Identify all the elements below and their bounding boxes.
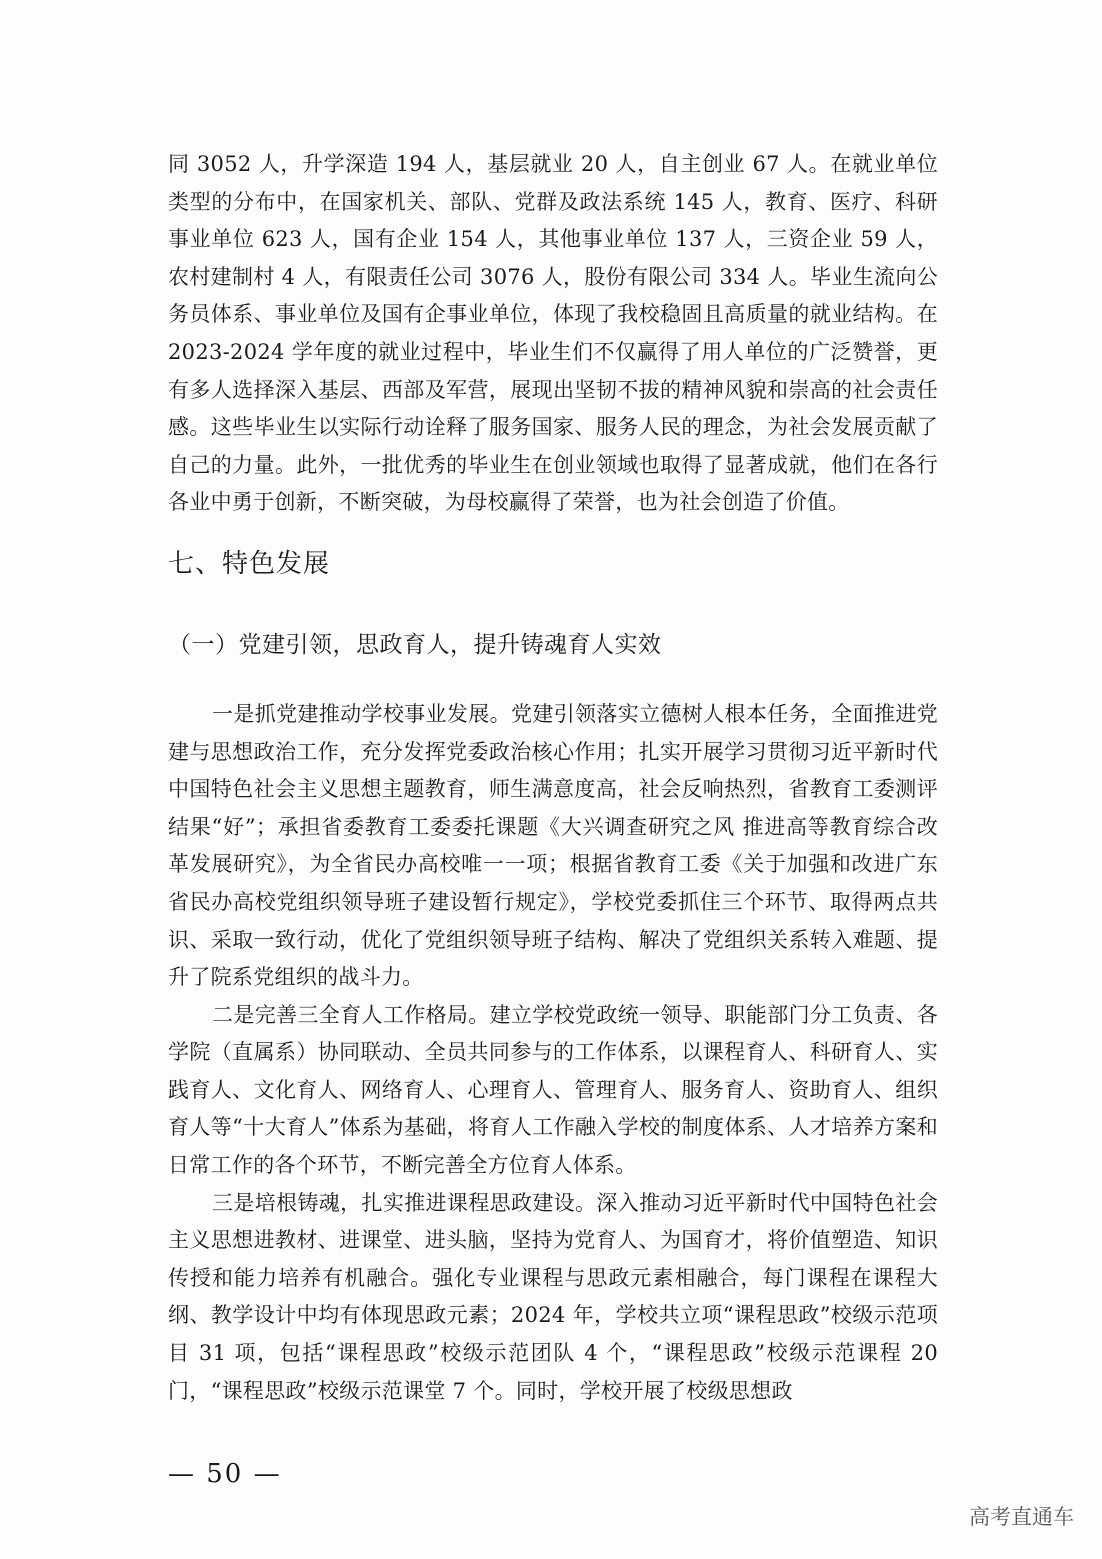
intro-paragraph: 同 3052 人，升学深造 194 人，基层就业 20 人，自主创业 67 人。在就业单位类型的分布中，在国家机关、部队、党群及政法系统 145 人，教育、医疗、科研事业单位 623 人，国有企业 154 人，其他事业单位 137 人，三资企业 59 人，农村建制村 4 人，有限责任公司 3076 人，股份有限公司 334 人。毕业生流向公务员体系、事业单位及国有企事业单位，体现了我校稳固且高质量的就业结构。在 2023-2024 学年度的就业过程中，毕业生们不仅赢得了用人单位的广泛赞誉，更有多人选择深入基层、西部及军营，展现出坚韧不拔的精神风貌和崇高的社会责任感。这些毕业生以实际行动诠释了服务国家、服务人民的理念，为社会发展贡献了自己的力量。此外，一批优秀的毕业生在创业领域也取得了显著成就，他们在各行各业中勇于创新，不断突破，为母校赢得了荣誉，也为社会创造了价值。 (168, 152, 938, 515)
page-number: — 50 — (168, 1459, 282, 1489)
subsection-heading-block (168, 628, 938, 662)
subsection-body (168, 696, 938, 1410)
document-body (168, 146, 938, 1410)
section-heading-block (168, 546, 938, 582)
subsection-heading: （一）党建引领，思政育人，提升铸魂育人实效 (168, 631, 662, 658)
paragraph-education-framework: 二是完善三全育人工作格局。建立学校党政统一领导、职能部门分工负责、各学院（直属系）协同联动、全员共同参与的工作体系，以课程育人、科研育人、实践育人、文化育人、网络育人、心理育人、管理育人、服务育人、资助育人、组织育人等“十大育人”体系为基础，将育人工作融入学校的制度体系、人才培养方案和日常工作的各个环节，不断完善全方位育人体系。 (168, 1002, 938, 1178)
section-heading: 七、特色发展 (168, 548, 331, 579)
watermark: 高考直通车 (969, 1505, 1074, 1529)
paragraph-course-ideology: 三是培根铸魂，扎实推进课程思政建设。深入推动习近平新时代中国特色社会主义思想进教材、进课堂、进头脑，坚持为党育人、为国育才，将价值塑造、知识传授和能力培养有机融合。强化专业课程与思政元素相融合，每门课程在课程大纲、教学设计中均有体现思政元素；2024 年，学校共立项“课程思政”校级示范项目 31 项，包括“课程思政”校级示范团队 4 个，“课程思政”校级示范课程 20 门，“课程思政”校级示范课堂 7 个。同时，学校开展了校级思想政 (168, 1190, 938, 1403)
paragraph-party-building: 一是抓党建推动学校事业发展。党建引领落实立德树人根本任务，全面推进党建与思想政治工作，充分发挥党委政治核心作用；扎实开展学习贯彻习近平新时代中国特色社会主义思想主题教育，师生满意度高，社会反响热烈，省教育工委测评结果“好”；承担省委教育工委委托课题《大兴调查研究之风 推进高等教育综合改革发展研究》，为全省民办高校唯一一项；根据省教育工委《关于加强和改进广东省民办高校党组织领导班子建设暂行规定》，学校党委抓住三个环节、取得两点共识、采取一致行动，优化了党组织领导班子结构、解决了党组织关系转入难题、提升了院系党组织的战斗力。 (168, 701, 938, 990)
